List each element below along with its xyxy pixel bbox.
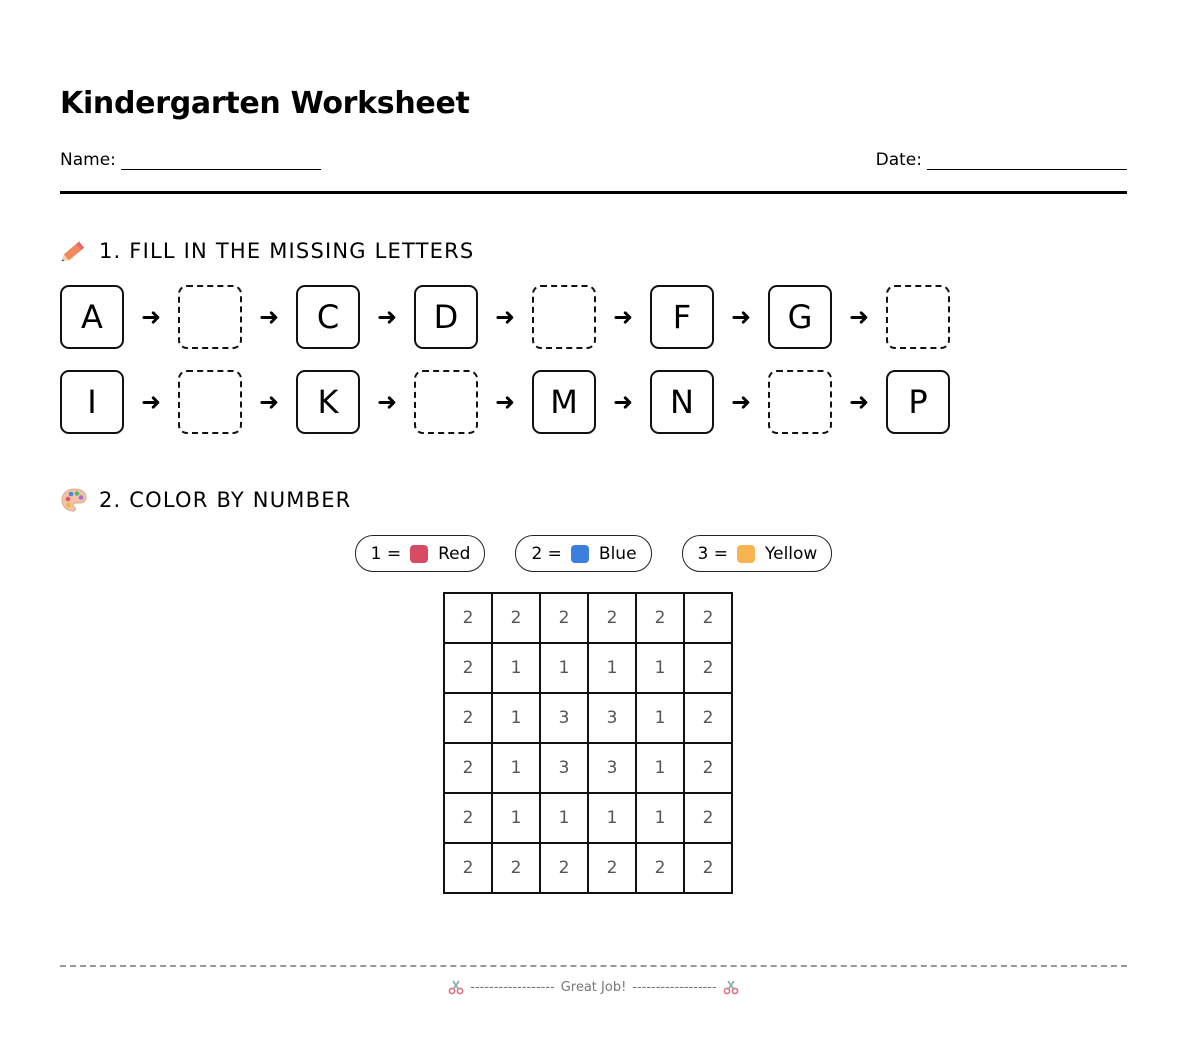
arrow-icon: ➜ — [140, 303, 162, 331]
grid-cell[interactable]: 2 — [684, 793, 732, 843]
letter-box: A — [60, 285, 124, 349]
arrow-icon: ➜ — [140, 388, 162, 416]
palette-icon — [60, 487, 88, 513]
date-blank-line[interactable] — [927, 154, 1127, 170]
grid-cell[interactable]: 3 — [588, 693, 636, 743]
legend-key: 3 = — [697, 543, 728, 564]
pencil-icon — [60, 238, 88, 264]
legend-item-yellow — [682, 535, 833, 572]
name-date-row — [60, 150, 1127, 170]
color-grid — [443, 592, 733, 894]
grid-cell[interactable]: 2 — [492, 593, 540, 643]
grid-row — [444, 793, 732, 843]
grid-cell[interactable]: 1 — [492, 743, 540, 793]
letters-row-1 — [60, 285, 950, 349]
grid-cell[interactable]: 2 — [684, 693, 732, 743]
arrow-icon: ➜ — [494, 303, 516, 331]
legend-label: Yellow — [765, 543, 818, 564]
section-2-heading — [60, 487, 351, 513]
letter-box: M — [532, 370, 596, 434]
letter-box: P — [886, 370, 950, 434]
arrow-icon: ➜ — [376, 388, 398, 416]
legend-item-blue — [515, 535, 651, 572]
grid-cell[interactable]: 2 — [684, 843, 732, 893]
footer-left-dashes: ------------------ — [470, 979, 555, 995]
grid-cell[interactable]: 1 — [588, 643, 636, 693]
grid-cell[interactable]: 2 — [492, 843, 540, 893]
legend-key: 2 = — [531, 543, 562, 564]
grid-cell[interactable]: 2 — [636, 593, 684, 643]
grid-row — [444, 593, 732, 643]
color-swatch — [737, 545, 755, 563]
grid-cell[interactable]: 2 — [540, 843, 588, 893]
name-field — [60, 150, 321, 170]
grid-cell[interactable]: 3 — [588, 743, 636, 793]
grid-cell[interactable]: 2 — [444, 593, 492, 643]
date-label: Date: — [875, 150, 922, 170]
footer-text: Great Job! — [560, 979, 627, 995]
letter-box: C — [296, 285, 360, 349]
grid-cell[interactable]: 1 — [636, 793, 684, 843]
grid-cell[interactable]: 2 — [444, 743, 492, 793]
grid-cell[interactable]: 1 — [588, 793, 636, 843]
grid-cell[interactable]: 2 — [444, 643, 492, 693]
grid-row — [444, 843, 732, 893]
name-blank-line[interactable] — [121, 154, 321, 170]
missing-letter-box[interactable] — [532, 285, 596, 349]
color-swatch — [571, 545, 589, 563]
color-swatch — [410, 545, 428, 563]
legend-item-red — [355, 535, 486, 572]
scissors-icon — [448, 979, 464, 995]
footer — [60, 979, 1127, 995]
grid-cell[interactable]: 2 — [588, 843, 636, 893]
grid-cell[interactable]: 2 — [684, 593, 732, 643]
name-label: Name: — [60, 150, 116, 170]
section-2-title: 2. COLOR BY NUMBER — [99, 488, 352, 512]
arrow-icon: ➜ — [730, 388, 752, 416]
grid-cell[interactable]: 3 — [540, 693, 588, 743]
letter-box: N — [650, 370, 714, 434]
grid-cell[interactable]: 2 — [684, 743, 732, 793]
grid-cell[interactable]: 1 — [492, 693, 540, 743]
scissors-icon — [723, 979, 739, 995]
arrow-icon: ➜ — [376, 303, 398, 331]
grid-row — [444, 693, 732, 743]
letter-box: D — [414, 285, 478, 349]
arrow-icon: ➜ — [258, 303, 280, 331]
legend-key: 1 = — [370, 543, 402, 564]
missing-letter-box[interactable] — [414, 370, 478, 434]
worksheet-title: Kindergarten Worksheet — [60, 86, 470, 121]
missing-letter-box[interactable] — [178, 285, 242, 349]
arrow-icon: ➜ — [848, 303, 870, 331]
grid-cell[interactable]: 2 — [444, 693, 492, 743]
grid-cell[interactable]: 1 — [636, 743, 684, 793]
grid-cell[interactable]: 1 — [492, 793, 540, 843]
grid-cell[interactable]: 1 — [492, 643, 540, 693]
letter-box: G — [768, 285, 832, 349]
header-divider — [60, 191, 1127, 194]
arrow-icon: ➜ — [612, 388, 634, 416]
grid-cell[interactable]: 2 — [444, 793, 492, 843]
arrow-icon: ➜ — [258, 388, 280, 416]
grid-cell[interactable]: 1 — [636, 693, 684, 743]
section-1-title: 1. FILL IN THE MISSING LETTERS — [99, 239, 475, 263]
grid-cell[interactable]: 2 — [684, 643, 732, 693]
arrow-icon: ➜ — [848, 388, 870, 416]
date-field — [876, 150, 1127, 170]
color-legend — [60, 535, 1127, 572]
grid-cell[interactable]: 1 — [636, 643, 684, 693]
grid-cell[interactable]: 2 — [588, 593, 636, 643]
grid-cell[interactable]: 3 — [540, 743, 588, 793]
grid-cell[interactable]: 2 — [444, 843, 492, 893]
letter-box: I — [60, 370, 124, 434]
grid-row — [444, 643, 732, 693]
grid-cell[interactable]: 2 — [540, 593, 588, 643]
grid-cell[interactable]: 2 — [636, 843, 684, 893]
missing-letter-box[interactable] — [886, 285, 950, 349]
legend-label: Blue — [598, 543, 637, 564]
arrow-icon: ➜ — [730, 303, 752, 331]
arrow-icon: ➜ — [494, 388, 516, 416]
footer-right-dashes: ------------------ — [632, 979, 717, 995]
cut-line — [60, 965, 1127, 967]
legend-label: Red — [438, 543, 471, 564]
letters-row-2 — [60, 370, 950, 434]
grid-cell[interactable]: 1 — [540, 643, 588, 693]
section-1-heading — [60, 238, 474, 264]
missing-letter-box[interactable] — [178, 370, 242, 434]
missing-letter-box[interactable] — [768, 370, 832, 434]
grid-row — [444, 743, 732, 793]
letter-box: K — [296, 370, 360, 434]
letter-box: F — [650, 285, 714, 349]
arrow-icon: ➜ — [612, 303, 634, 331]
grid-cell[interactable]: 1 — [540, 793, 588, 843]
